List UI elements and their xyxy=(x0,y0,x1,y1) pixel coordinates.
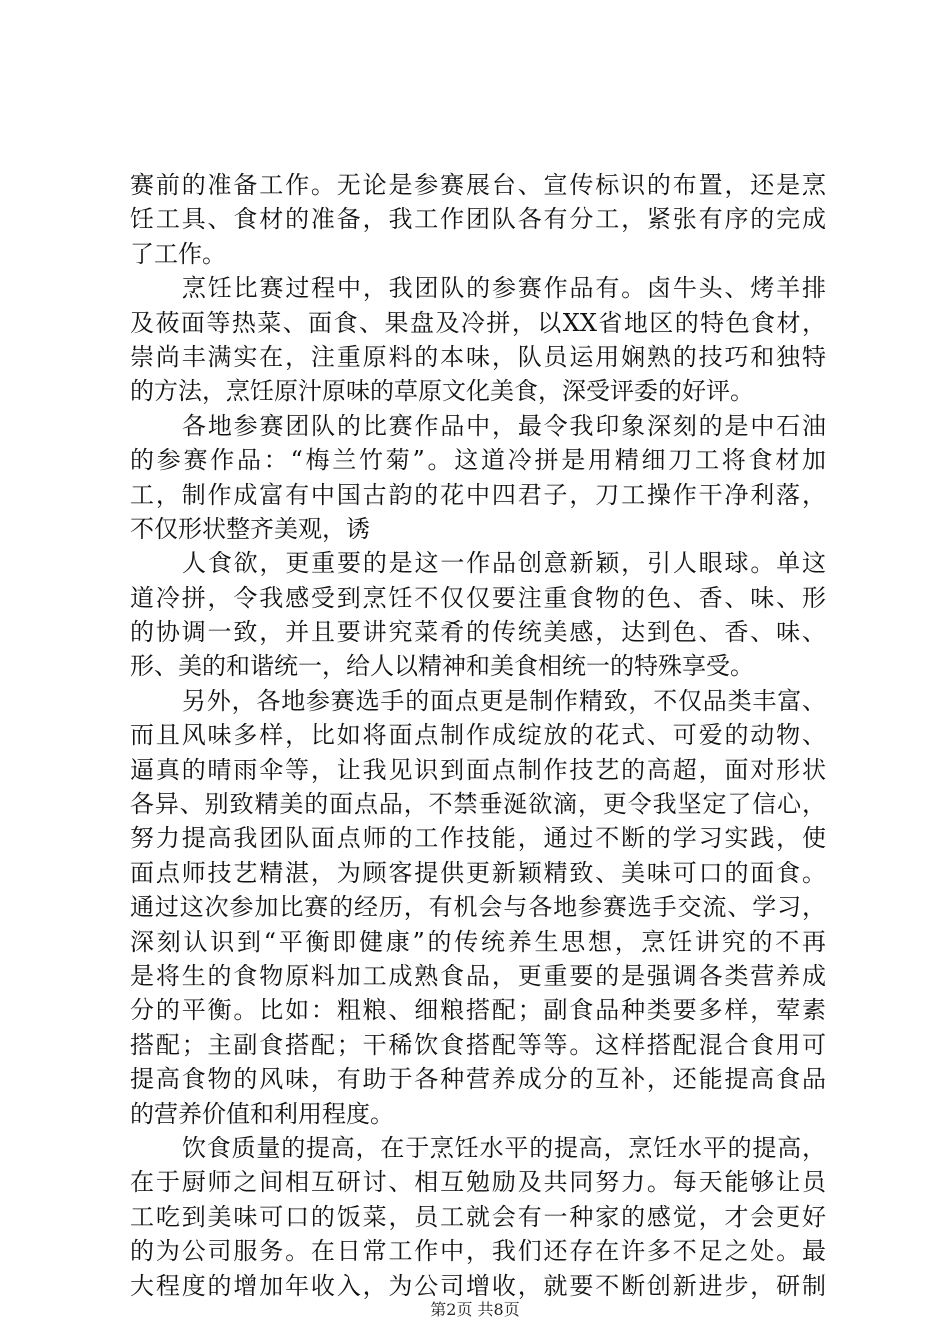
text-line: 逼真的晴雨伞等，让我见识到面点制作技艺的高超，面对形状 xyxy=(130,755,826,784)
text-line: 的营养价值和利用程度。 xyxy=(130,1099,394,1128)
text-line: 不仅形状整齐美观，诱 xyxy=(130,514,370,543)
text-line: 大程度的增加年收入，为公司增收，就要不断创新进步，研制 xyxy=(130,1271,826,1300)
text-line: 搭配；主副食搭配；干稀饮食搭配等等。这样搭配混合食用可 xyxy=(130,1030,826,1059)
text-line: 另外，各地参赛选手的面点更是制作精致，不仅品类丰富、 xyxy=(182,686,826,715)
text-line: 饪工具、食材的准备，我工作团队各有分工，紧张有序的完成 xyxy=(130,205,826,234)
text-line: 了工作。 xyxy=(130,239,226,268)
text-line: 各地参赛团队的比赛作品中，最令我印象深刻的是中石油 xyxy=(182,411,826,440)
text-line: 面点师技艺精湛，为顾客提供更新颖精致、美味可口的面食。 xyxy=(130,858,826,887)
text-line: 饮食质量的提高，在于烹饪水平的提高，烹饪水平的提高， xyxy=(182,1133,826,1162)
text-line: 而且风味多样，比如将面点制作成绽放的花式、可爱的动物、 xyxy=(130,721,826,750)
text-line: 的为公司服务。在日常工作中，我们还存在许多不足之处。最 xyxy=(130,1237,826,1266)
text-line: 及莜面等热菜、面食、果盘及冷拼，以XX省地区的特色食材， xyxy=(130,308,826,337)
text-line: 的方法，烹饪原汁原味的草原文化美食，深受评委的好评。 xyxy=(130,377,754,406)
text-line: 的协调一致，并且要讲究菜肴的传统美感，达到色、香、味、 xyxy=(130,618,826,647)
text-line: 赛前的准备工作。无论是参赛展台、宣传标识的布置，还是烹 xyxy=(130,171,826,199)
text-line: 努力提高我团队面点师的工作技能，通过不断的学习实践，使 xyxy=(130,824,826,853)
text-line: 是将生的食物原料加工成熟食品，更重要的是强调各类营养成 xyxy=(130,961,826,990)
text-line: 工，制作成富有中国古韵的花中四君子，刀工操作干净利落， xyxy=(130,480,826,509)
text-line: 分的平衡。比如：粗粮、细粮搭配；副食品种类要多样，荤素 xyxy=(130,996,826,1025)
text-line: 崇尚丰满实在，注重原料的本味，队员运用娴熟的技巧和独特 xyxy=(130,342,826,371)
text-line: 的参赛作品：“梅兰竹菊”。这道冷拼是用精细刀工将食材加 xyxy=(130,446,826,475)
text-line: 提高食物的风味，有助于各种营养成分的互补，还能提高食品 xyxy=(130,1065,826,1094)
text-line: 烹饪比赛过程中，我团队的参赛作品有。卤牛头、烤羊排 xyxy=(182,274,826,303)
text-line: 道冷拼，令我感受到烹饪不仅仅要注重食物的色、香、味、形 xyxy=(130,583,826,612)
text-line: 工吃到美味可口的饭菜，员工就会有一种家的感觉，才会更好 xyxy=(130,1202,826,1231)
text-line: 深刻认识到“平衡即健康”的传统养生思想，烹饪讲究的不再 xyxy=(130,927,826,956)
page-footer xyxy=(0,1300,950,1320)
body-text xyxy=(130,168,826,1303)
text-line: 在于厨师之间相互研讨、相互勉励及共同努力。每天能够让员 xyxy=(130,1168,826,1197)
text-line: 人食欲，更重要的是这一作品创意新颖，引人眼球。单这 xyxy=(182,549,826,578)
text-line: 通过这次参加比赛的经历，有机会与各地参赛选手交流、学习， xyxy=(130,893,826,922)
text-line: 形、美的和谐统一，给人以精神和美食相统一的特殊享受。 xyxy=(130,652,754,681)
text-line: 各异、别致精美的面点品，不禁垂涎欲滴，更令我坚定了信心， xyxy=(130,790,826,819)
page-number: 第2页 共8页 xyxy=(430,1300,520,1319)
